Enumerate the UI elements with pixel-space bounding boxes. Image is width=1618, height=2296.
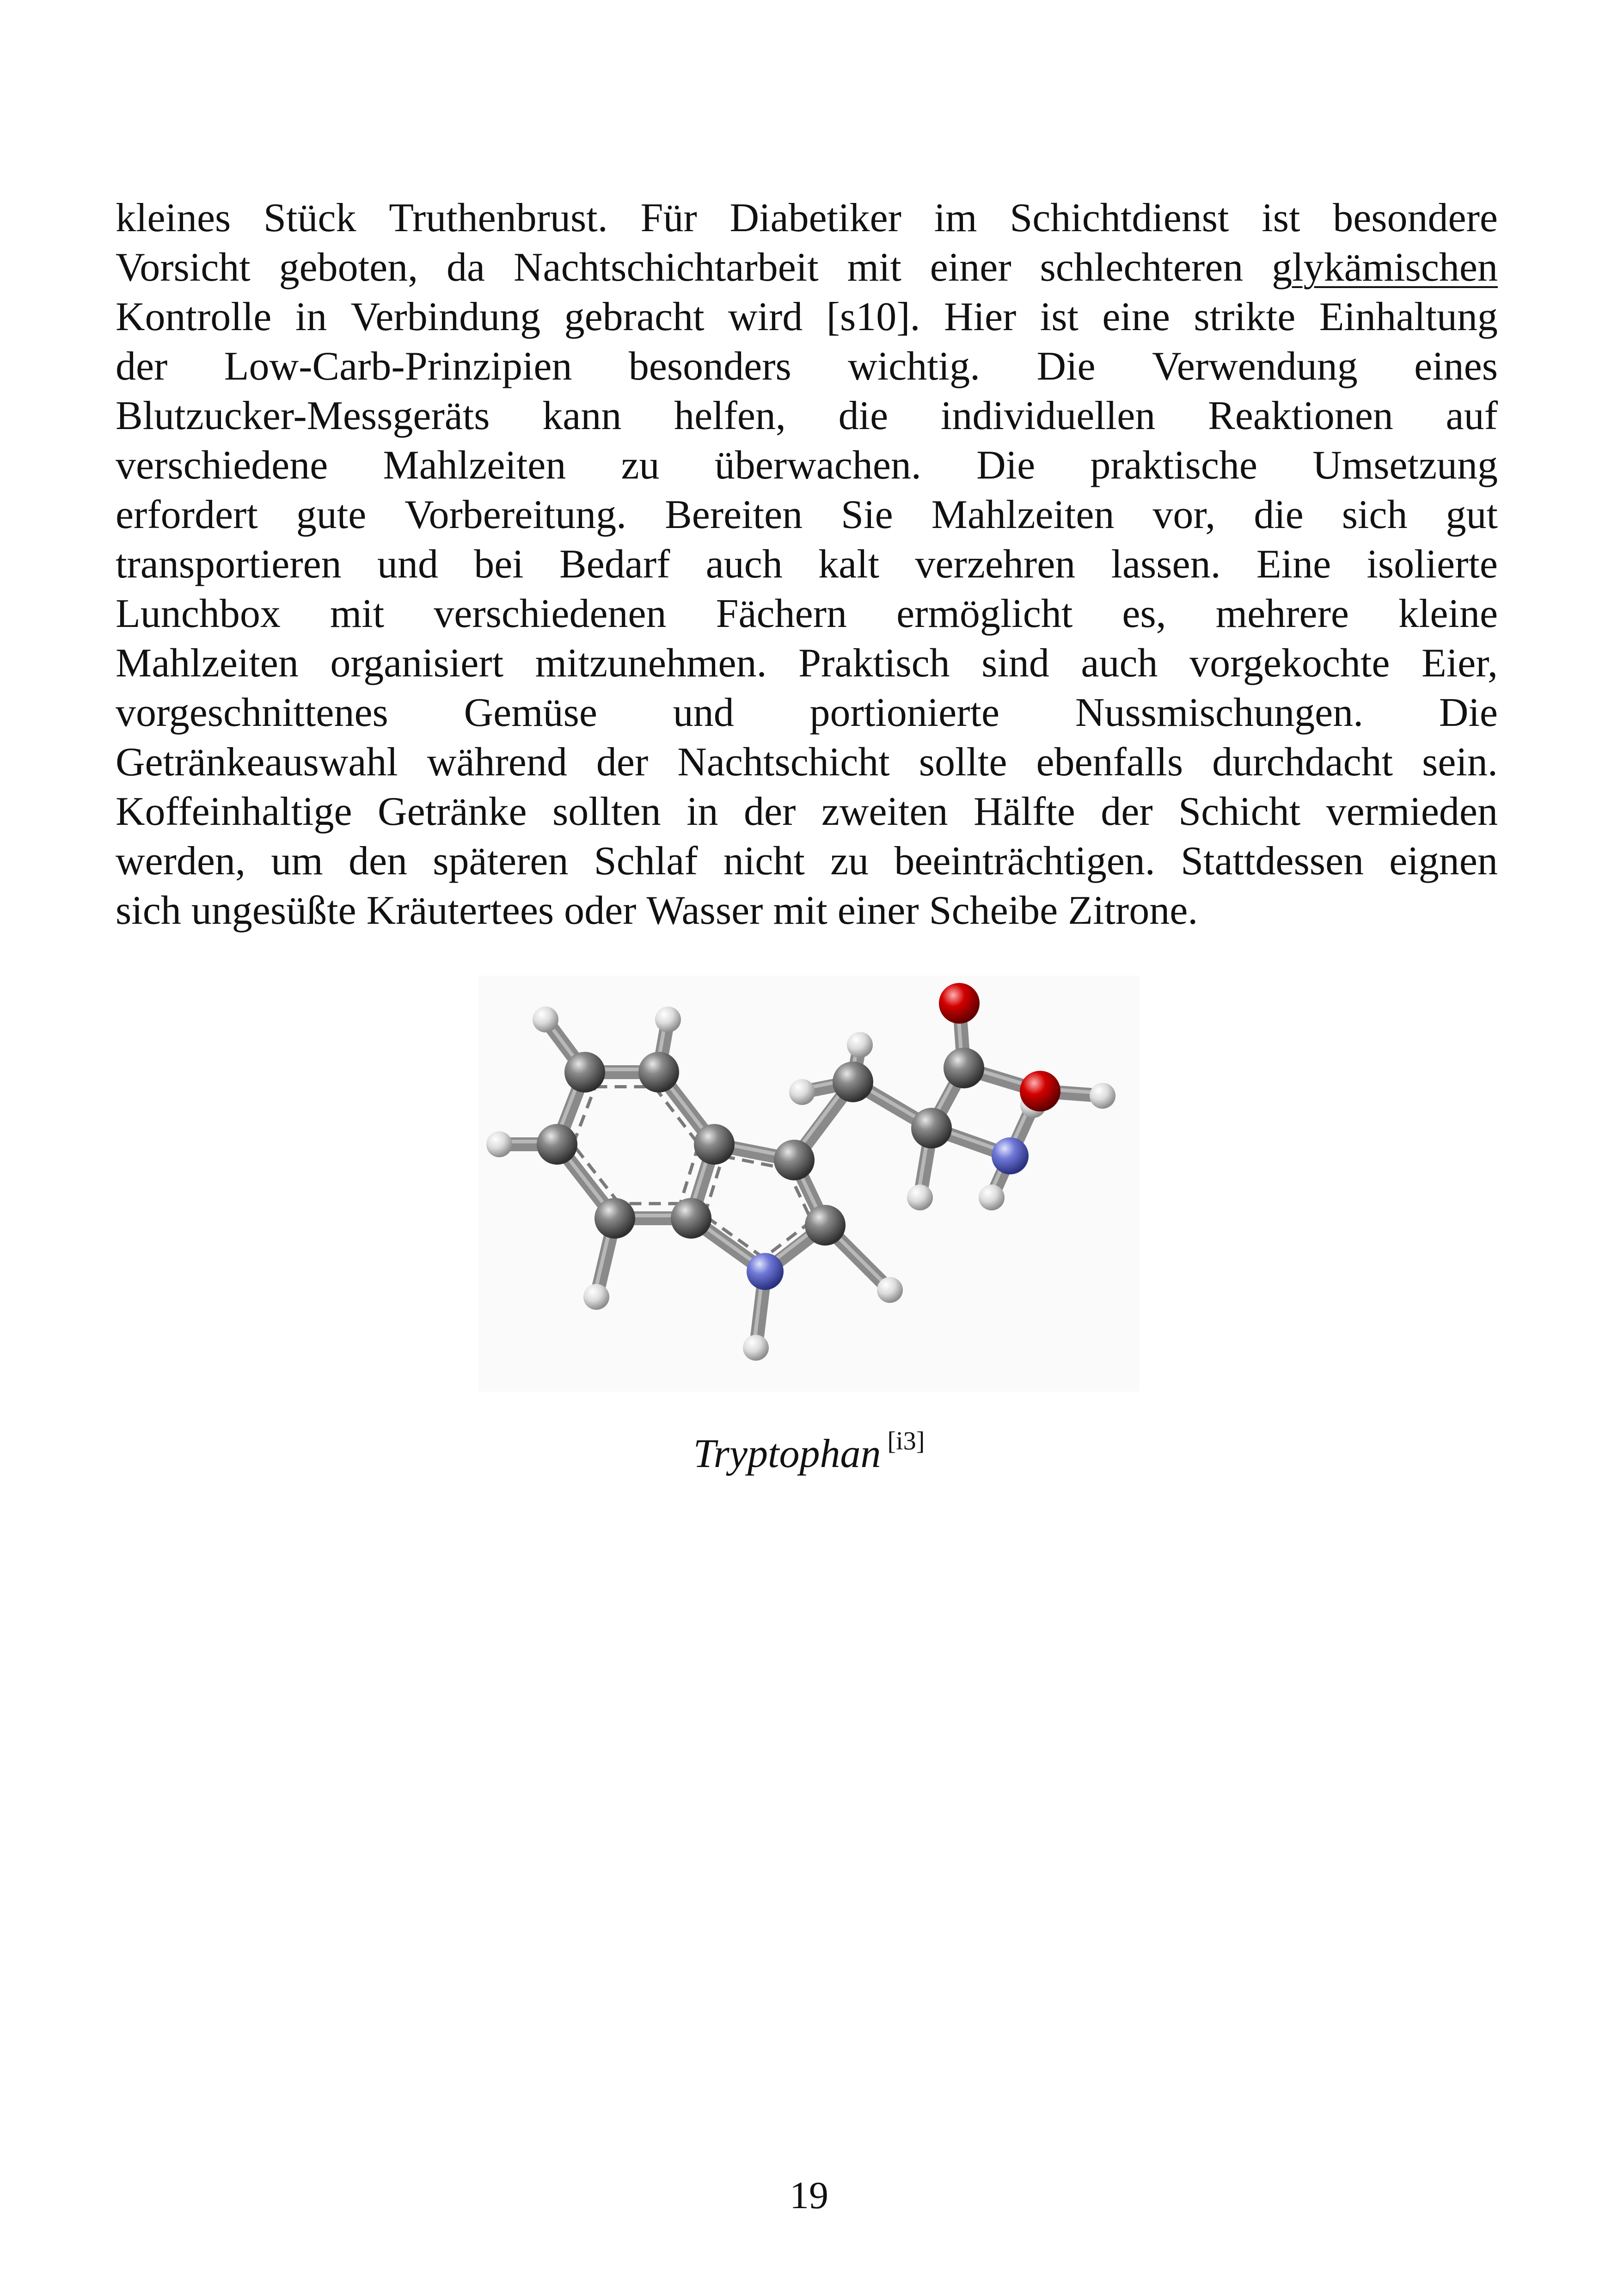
word: kann xyxy=(542,393,622,438)
word: werden, xyxy=(116,839,245,884)
word: Koffeinhaltige xyxy=(116,789,352,834)
word: Low-Carb-Prinzipien xyxy=(224,344,572,389)
word: Nachtschichtarbeit xyxy=(513,245,819,290)
word: Kontrolle xyxy=(116,295,272,339)
text-line xyxy=(116,787,1498,836)
text-line xyxy=(116,243,1498,292)
word: um xyxy=(271,839,323,884)
word: es, xyxy=(1122,591,1166,636)
word: erfordert xyxy=(116,492,258,537)
word: eines xyxy=(1414,344,1498,389)
word: mit xyxy=(330,591,385,636)
hydrogen-atom xyxy=(907,1185,933,1210)
word: transportieren xyxy=(116,542,342,587)
word: Einhaltung xyxy=(1319,295,1498,339)
text-line xyxy=(116,886,1498,935)
text-line xyxy=(116,193,1498,243)
word: sollte xyxy=(919,740,1007,785)
word: mitzunehmen. xyxy=(535,641,767,686)
carbon-atom xyxy=(694,1124,735,1165)
nitrogen-atom xyxy=(992,1137,1029,1174)
word: isolierte xyxy=(1367,542,1498,587)
word: die xyxy=(838,393,889,438)
text-line xyxy=(116,391,1498,441)
text-line xyxy=(116,540,1498,589)
word: Zitrone. xyxy=(1068,888,1198,933)
word: Diabetiker xyxy=(729,196,901,240)
word: Verwendung xyxy=(1152,344,1358,389)
body-paragraph xyxy=(116,193,1498,935)
carbon-atom xyxy=(564,1052,605,1093)
word: gute xyxy=(296,492,367,537)
word: sollten xyxy=(552,789,661,834)
word: portionierte xyxy=(809,690,1000,735)
word: gut xyxy=(1446,492,1498,537)
word: durchdacht xyxy=(1212,740,1393,785)
word: Fächern xyxy=(716,591,847,636)
word: beeinträchtigen. xyxy=(894,839,1155,884)
word: auch xyxy=(705,542,783,587)
text-line xyxy=(116,441,1498,490)
caption-reference: [i3] xyxy=(887,1427,925,1455)
word: verzehren xyxy=(915,542,1076,587)
carbon-atom xyxy=(944,1048,984,1088)
word: Praktisch xyxy=(798,641,950,686)
figure-caption xyxy=(0,1426,1618,1477)
word: während xyxy=(427,740,567,785)
word: einer xyxy=(837,888,919,933)
hydrogen-atom xyxy=(847,1032,873,1058)
word: organisiert xyxy=(330,641,504,686)
word: ermöglicht xyxy=(896,591,1073,636)
word: [s10]. xyxy=(826,295,920,339)
word: die xyxy=(1254,492,1304,537)
word: Gemüse xyxy=(464,690,597,735)
carbon-atom xyxy=(805,1205,846,1246)
word: Lunchbox xyxy=(116,591,281,636)
word: Verbindung xyxy=(350,295,541,339)
word: praktische xyxy=(1090,443,1257,488)
hydrogen-atom xyxy=(533,1007,558,1032)
word: Sie xyxy=(841,492,893,537)
word: sind xyxy=(981,641,1049,686)
word: Mahlzeiten xyxy=(383,443,566,488)
word: da xyxy=(447,245,485,290)
word: einer xyxy=(930,245,1011,290)
word: den xyxy=(348,839,408,884)
word: Getränkeauswahl xyxy=(116,740,398,785)
word: Mahlzeiten xyxy=(931,492,1115,537)
word: Scheibe xyxy=(929,888,1058,933)
hydrogen-atom xyxy=(1090,1083,1115,1109)
word: Getränke xyxy=(378,789,527,834)
word: kalt xyxy=(818,542,880,587)
word: der xyxy=(596,740,649,785)
word: ist xyxy=(1262,196,1300,240)
word: vorgeschnittenes xyxy=(116,690,388,735)
tryptophan-molecule-image xyxy=(478,976,1140,1392)
word: vermieden xyxy=(1326,789,1498,834)
oxygen-atom xyxy=(939,983,980,1024)
word: Nachtschicht xyxy=(677,740,890,785)
hydrogen-atom xyxy=(743,1335,769,1361)
hydrogen-atom xyxy=(789,1079,815,1105)
carbon-atom xyxy=(911,1108,952,1148)
word: Eier, xyxy=(1421,641,1498,686)
word: verschiedene xyxy=(116,443,328,488)
word: wichtig. xyxy=(848,344,981,389)
word: und xyxy=(377,542,438,587)
word: Stück xyxy=(264,196,356,240)
word: späteren xyxy=(433,839,569,884)
word: sein. xyxy=(1422,740,1498,785)
word: zu xyxy=(830,839,869,884)
word: sich xyxy=(1342,492,1408,537)
word: Umsetzung xyxy=(1312,443,1498,488)
hydrogen-atom xyxy=(583,1284,609,1310)
word: überwachen. xyxy=(714,443,921,488)
word: Die xyxy=(1036,344,1096,389)
word: Die xyxy=(976,443,1036,488)
word: Für xyxy=(640,196,697,240)
word: in xyxy=(686,789,718,834)
carbon-atom xyxy=(774,1140,815,1180)
text-line xyxy=(116,342,1498,391)
word: oder xyxy=(564,888,637,933)
text-line xyxy=(116,292,1498,342)
word: eignen xyxy=(1389,839,1498,884)
word: Wasser xyxy=(646,888,763,933)
word: sich xyxy=(116,888,181,933)
text-line xyxy=(116,638,1498,688)
word: Blutzucker-Messgeräts xyxy=(116,393,490,438)
word: Vorsicht xyxy=(116,245,251,290)
word: gebracht xyxy=(564,295,705,339)
word: ebenfalls xyxy=(1036,740,1183,785)
carbon-atom xyxy=(833,1062,873,1102)
word: kleine xyxy=(1398,591,1498,636)
word: Kräutertees xyxy=(366,888,554,933)
word: Die xyxy=(1439,690,1498,735)
word: lassen. xyxy=(1111,542,1221,587)
oxygen-atom xyxy=(1020,1071,1060,1111)
word: der xyxy=(744,789,796,834)
word: ist xyxy=(1040,295,1079,339)
carbon-atom xyxy=(594,1198,635,1239)
text-line xyxy=(116,737,1498,787)
hydrogen-atom xyxy=(877,1277,903,1303)
page-number: 19 xyxy=(790,2174,828,2217)
word: Hälfte xyxy=(973,789,1075,834)
word: Vorbereitung. xyxy=(404,492,627,537)
word: helfen, xyxy=(674,393,786,438)
hydrogen-atom xyxy=(979,1185,1005,1210)
word: zweiten xyxy=(821,789,948,834)
word: schlechteren xyxy=(1040,245,1244,290)
word: Truthenbrust. xyxy=(389,196,608,240)
underlined-term: glykämischen xyxy=(1272,245,1498,290)
word: besondere xyxy=(1333,196,1498,240)
hydrogen-atom xyxy=(486,1131,512,1157)
word: auch xyxy=(1081,641,1158,686)
word: besonders xyxy=(628,344,791,389)
word: individuellen xyxy=(940,393,1156,438)
word: Schichtdienst xyxy=(1010,196,1229,240)
word: mit xyxy=(847,245,901,290)
carbon-atom xyxy=(671,1198,711,1239)
carbon-atom xyxy=(638,1052,679,1093)
word: kleines xyxy=(116,196,231,240)
word: im xyxy=(934,196,977,240)
text-line xyxy=(116,589,1498,638)
word: geboten, xyxy=(279,245,418,290)
word: Mahlzeiten xyxy=(116,641,299,686)
word: Bedarf xyxy=(559,542,670,587)
word: auf xyxy=(1446,393,1498,438)
word: Eine xyxy=(1256,542,1331,587)
word: mehrere xyxy=(1215,591,1349,636)
word: strikte xyxy=(1194,295,1296,339)
carbon-atom xyxy=(537,1124,577,1165)
word: nicht xyxy=(723,839,805,884)
word: Schicht xyxy=(1178,789,1301,834)
word: ungesüßte xyxy=(191,888,356,933)
word: und xyxy=(673,690,734,735)
word: Schlaf xyxy=(594,839,698,884)
word: eine xyxy=(1102,295,1170,339)
text-line xyxy=(116,490,1498,540)
hydrogen-atom xyxy=(655,1007,681,1032)
word: mit xyxy=(773,888,827,933)
word: Nussmischungen. xyxy=(1075,690,1364,735)
word: der xyxy=(1101,789,1153,834)
word: verschiedenen xyxy=(434,591,667,636)
word: in xyxy=(295,295,327,339)
word: vor, xyxy=(1152,492,1216,537)
word: Stattdessen xyxy=(1181,839,1364,884)
word: zu xyxy=(621,443,660,488)
text-line xyxy=(116,688,1498,737)
word: Bereiten xyxy=(665,492,803,537)
word: Reaktionen xyxy=(1208,393,1393,438)
word: Hier xyxy=(944,295,1017,339)
word: vorgekochte xyxy=(1189,641,1390,686)
word: wird xyxy=(728,295,803,339)
word: der xyxy=(116,344,168,389)
word: bei xyxy=(474,542,524,587)
caption-title: Tryptophan xyxy=(693,1431,881,1476)
text-line xyxy=(116,836,1498,886)
nitrogen-atom xyxy=(747,1253,784,1290)
